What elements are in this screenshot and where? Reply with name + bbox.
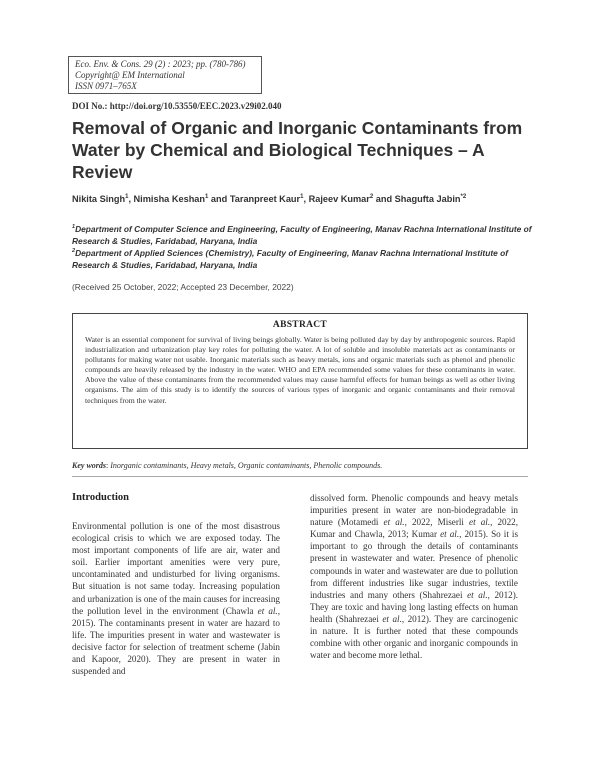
italic-run: et al.	[467, 589, 488, 600]
author-affiliation-mark: 1	[125, 194, 129, 200]
italic-run: et al.	[257, 605, 278, 616]
author-name: Taranpreet Kaur	[229, 194, 301, 205]
author-list	[72, 194, 542, 204]
author-separator: ,	[303, 194, 309, 205]
left-column-text	[72, 520, 280, 677]
journal-copyright: Copyright@ EM International	[75, 70, 185, 80]
keywords-label: Key words	[72, 461, 106, 470]
affiliation-2	[72, 245, 542, 271]
author-separator: ,	[128, 194, 134, 205]
doi-link[interactable]: DOI No.: http://doi.org/10.53550/EEC.2023.v29i02.040	[72, 101, 282, 111]
author-name: Shagufta Jabin	[394, 194, 461, 205]
text-run: , 2012). They are toxic and having long lasting effects on human health (Shahrezaei	[310, 589, 519, 624]
divider	[72, 476, 528, 477]
paper-title: Removal of Organic and Inorganic Contaminants from Water by Chemical and Biological Techniques – A Review	[72, 118, 523, 182]
author-affiliation-mark: *2	[460, 194, 467, 200]
abstract-heading: ABSTRACT	[272, 320, 328, 330]
author-separator: and	[208, 194, 230, 205]
keywords-separator: :	[106, 461, 111, 470]
abstract-text: Water is an essential component for survival of living beings globally. Water is being polluted day by day by anthropogenic sources. Rapid industrialization and urbanization play key roles for polluting the water. A lot of soluble and insoluble materials act as contaminants or pollutants for making water not usable. Inorganic materials such as heavy metals, ions and organic materials such as phenol and phenolic compounds are heavily released by the industry in the water. WHO and EPA recommended some values for these contaminants in water. Above the value of these contaminants from the recommended values may cause harmful effects for human beings as well as other living organisms. The aim of this study is to identify the sources of various types of inorganic and organic contaminants and their removal techniques from the water.	[85, 335, 515, 405]
text-run: Environmental pollution is one of the most disastrous ecological crisis to which we are exposed today. The most important components of life are air, water and soil. Earlier important amenities were very pure, uncontaminated and undisturbed for living organisms. But situation is not same today. Increasing population and urbanization is one of the main causes for increasing the pollution level in the environment (Chawla	[72, 521, 280, 616]
author-name: Nikita Singh	[72, 194, 126, 205]
text-run: dissolved form. Phenolic compounds and heavy metals impurities present in water are non-biodegradable in nature (Motamedi	[310, 493, 518, 528]
journal-issn: ISSN 0971–765X	[75, 81, 137, 91]
affiliation-mark: 2	[72, 248, 76, 254]
italic-run: et al.	[383, 517, 405, 528]
keywords-text: Inorganic contaminants, Heavy metals, Organic contaminants, Phenolic compounds.	[110, 461, 383, 470]
received-dates: (Received 25 October, 2022; Accepted 23 December, 2022)	[72, 282, 294, 292]
italic-run: et al.	[469, 517, 491, 528]
text-run: , 2022, Kumar and Chawla, 2013; Kumar	[310, 517, 519, 540]
text-run: , 2022, Miserli	[404, 517, 470, 528]
journal-info-box	[68, 56, 262, 94]
journal-citation: Eco. Env. & Cons. 29 (2) : 2023; pp. (780-786)	[75, 59, 246, 69]
italic-run: et al	[382, 613, 400, 624]
author-affiliation-mark: 1	[205, 194, 209, 200]
text-run: , 2015). So it is important to go through the details of contaminants present in wastewater and water. Presence of phenolic compounds in water and wastewater are due to pollution from different industries like sugar industries, textile industries and many others (Shahrezaei	[310, 529, 519, 600]
author-name: Nimisha Keshan	[133, 194, 206, 205]
text-run: ., 2012). They are carcinogenic in nature. It is further noted that these compounds combine with other organic and inorganic compounds in water and become more lethal.	[310, 613, 519, 661]
abstract-box	[72, 313, 528, 449]
author-separator: and	[373, 194, 395, 205]
affiliation-1	[72, 221, 542, 247]
author-name: Rajeev Kumar	[308, 194, 370, 205]
affiliation-mark: 1	[72, 224, 76, 230]
affiliation-text: Department of Computer Science and Engineering, Faculty of Engineering, Manav Rachna International Institute of Research & Studies, Faridabad, Haryana, India	[72, 223, 532, 246]
author-affiliation-mark: 1	[300, 194, 304, 200]
affiliation-text: Department of Applied Sciences (Chemistry), Faculty of Engineering, Manav Rachna International Institute of Research & Studies, Faridabad, Haryana, India	[72, 247, 508, 270]
text-run: , 2015). The contaminants present in water are hazard to life. The impurities present in water and wastewater is decisive factor for selection of treatment scheme (Jabin and Kapoor, 2020). They are present in water in suspended and	[72, 605, 280, 677]
right-column-text	[310, 492, 518, 661]
keywords	[72, 461, 382, 470]
italic-run: et al.	[440, 529, 460, 540]
author-affiliation-mark: 2	[369, 194, 374, 200]
section-heading-introduction: Introduction	[72, 492, 129, 503]
